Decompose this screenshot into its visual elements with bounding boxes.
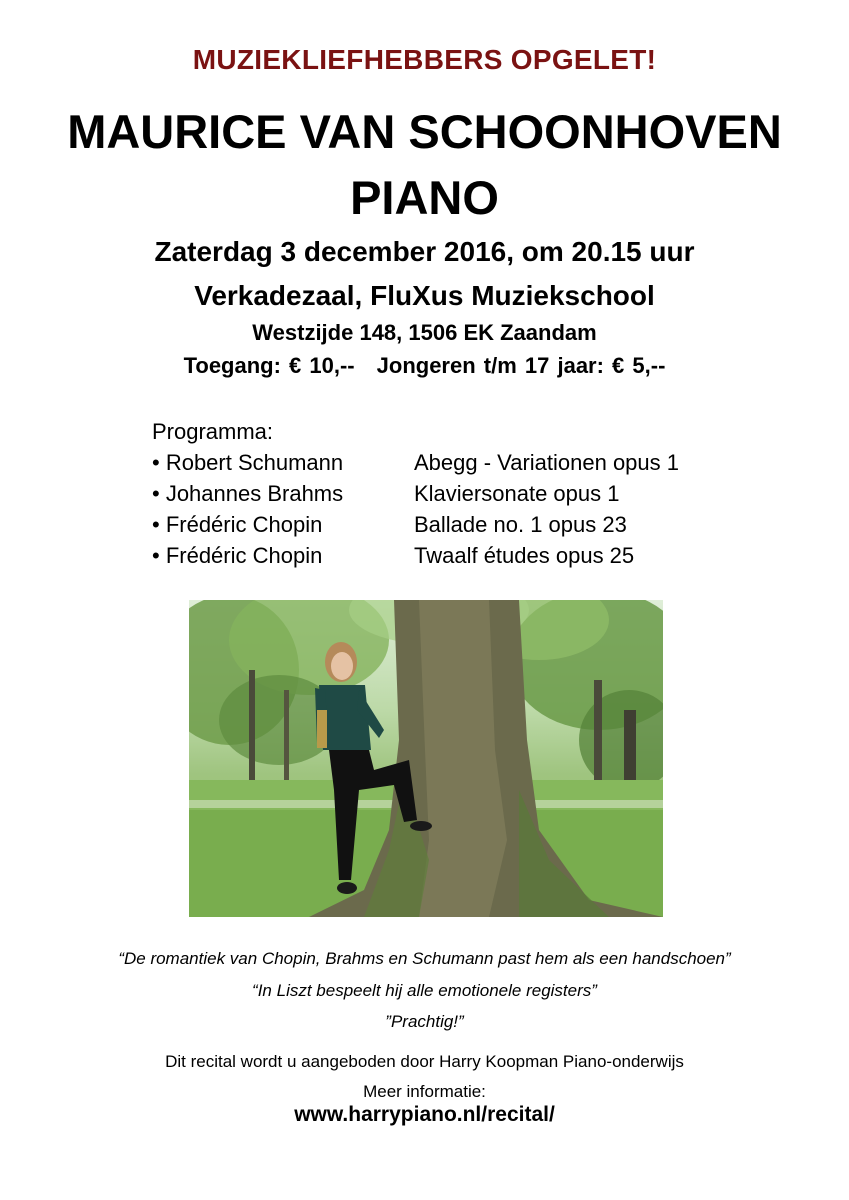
photo-illustration — [189, 600, 663, 917]
program-item — [152, 478, 620, 509]
program-label: Programma: — [152, 419, 274, 444]
program-composer: • Frédéric Chopin — [152, 512, 323, 537]
program-work: Klaviersonate opus 1 — [414, 481, 620, 506]
event-date-time: Zaterdag 3 december 2016, om 20.15 uur — [154, 236, 695, 267]
announcement-heading: MUZIEKLIEFHEBBERS OPGELET! — [192, 44, 657, 75]
program-item — [152, 540, 635, 571]
review-quote-1: “De romantiek van Chopin, Brahms en Schumann past hem als een handschoen” — [118, 949, 731, 968]
program-list — [152, 416, 679, 571]
program-work: Abegg - Variationen opus 1 — [414, 450, 679, 475]
program-composer: • Frédéric Chopin — [152, 543, 323, 568]
program-item — [152, 447, 679, 478]
instrument-title: PIANO — [350, 171, 499, 224]
price-youth: Jongeren t/m 17 jaar: € 5,-- — [376, 353, 666, 378]
performer-photo — [189, 600, 663, 917]
price-adult: Toegang: € 10,-- — [183, 353, 355, 378]
review-quote-2: “In Liszt bespeelt hij alle emotionele registers” — [252, 981, 597, 1000]
program-composer: • Johannes Brahms — [152, 481, 344, 506]
event-venue: Verkadezaal, FluXus Muziekschool — [194, 280, 655, 311]
review-quote-3: ”Prachtig!” — [385, 1012, 464, 1031]
website-link[interactable]: www.harrypiano.nl/recital/ — [294, 1103, 555, 1126]
ticket-prices — [0, 353, 849, 379]
program-composer: • Robert Schumann — [152, 450, 344, 475]
program-work: Twaalf études opus 25 — [414, 543, 635, 568]
event-address: Westzijde 148, 1506 EK Zaandam — [252, 320, 597, 345]
sponsor-credit: Dit recital wordt u aangeboden door Harry Koopman Piano-onderwijs — [165, 1052, 684, 1071]
performer-name: MAURICE VAN SCHOONHOVEN — [67, 105, 782, 158]
program-item — [152, 509, 627, 540]
program-work: Ballade no. 1 opus 23 — [414, 512, 627, 537]
more-info-label: Meer informatie: — [363, 1082, 486, 1101]
